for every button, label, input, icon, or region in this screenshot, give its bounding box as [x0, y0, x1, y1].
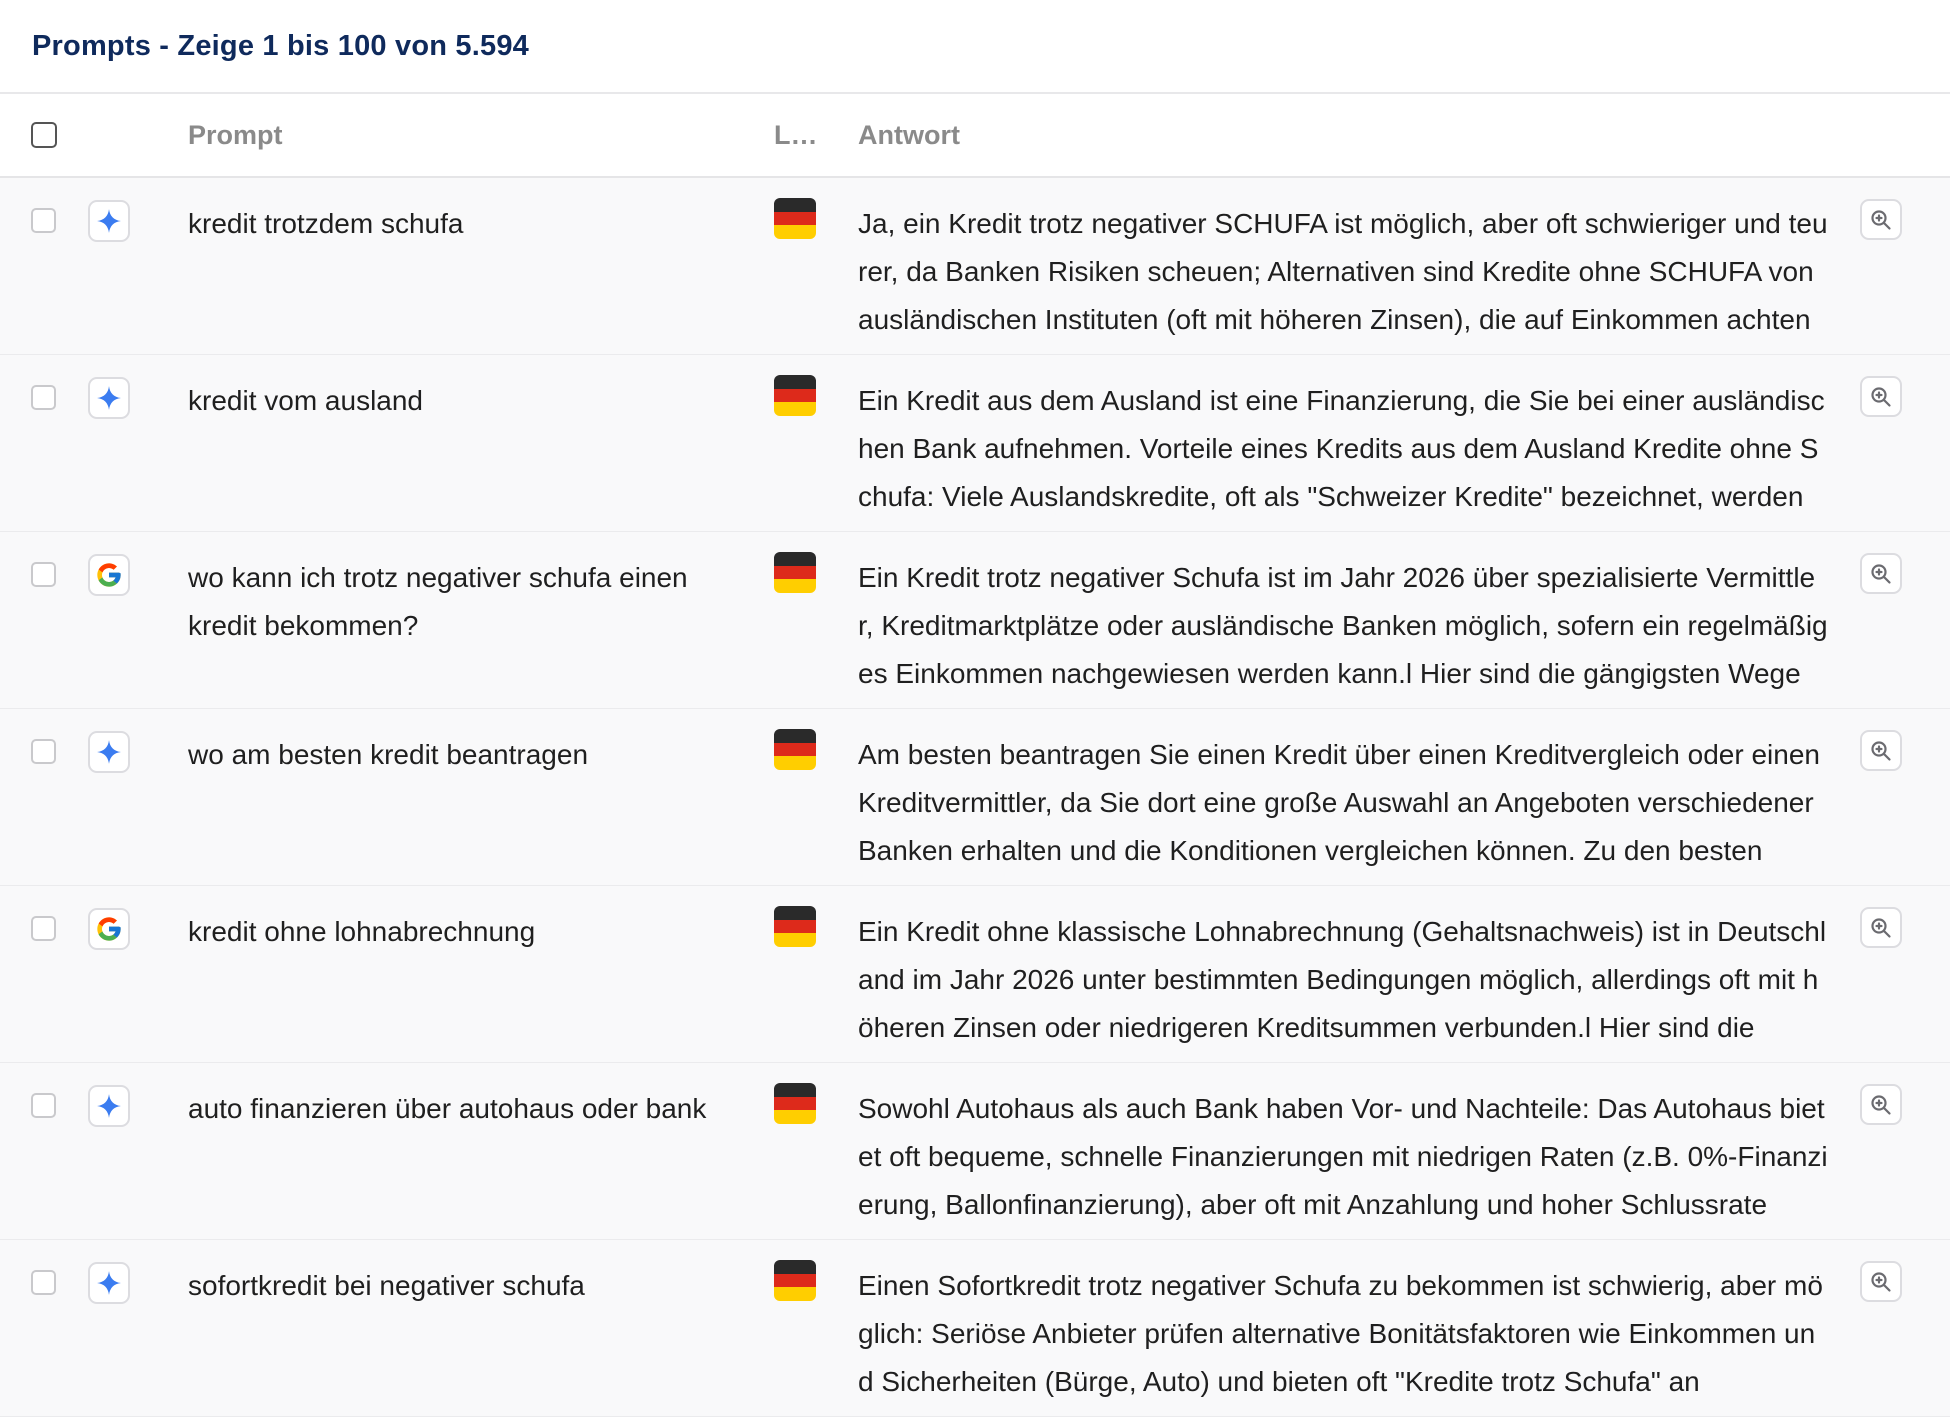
prompt-text: wo am besten kredit beantragen	[188, 739, 589, 770]
answer-text: Einen Sofortkredit trotz negativer Schufa zu bekommen ist schwierig, aber möglich: Seriöse Anbieter prüfen alternative Bonitätsfaktoren wie Einkommen und Sicherheiten (Bürge, Auto) und bieten oft "Kredite trotz Schufa" an	[858, 1270, 1823, 1397]
column-header-answer[interactable]: Antwort	[858, 119, 960, 150]
prompt-text: sofortkredit bei negativer schufa	[188, 1270, 585, 1301]
zoom-in-icon[interactable]	[1860, 907, 1902, 948]
prompt-text: auto finanzieren über autohaus oder bank	[188, 1093, 707, 1124]
de-flag-icon	[774, 1083, 816, 1124]
table-row[interactable]	[0, 355, 1950, 532]
column-header-language[interactable]: L…	[774, 119, 818, 150]
zoom-in-icon[interactable]	[1860, 376, 1902, 417]
select-all-cell	[0, 122, 88, 148]
row-checkbox[interactable]	[31, 1093, 56, 1118]
table-row[interactable]	[0, 709, 1950, 886]
row-checkbox[interactable]	[31, 562, 56, 587]
prompt-text: wo kann ich trotz negativer schufa einen kredit bekommen?	[188, 562, 688, 641]
answer-text: Ein Kredit ohne klassische Lohnabrechnung (Gehaltsnachweis) ist in Deutschland im Jahr 2026 unter bestimmten Bedingungen möglich, allerdings oft mit höheren Zinsen oder niedrigeren Kreditsummen verbunden.l Hier sind die	[858, 916, 1827, 1043]
de-flag-icon	[774, 375, 816, 416]
answer-text: Sowohl Autohaus als auch Bank haben Vor- und Nachteile: Das Autohaus bietet oft bequeme, schnelle Finanzierungen mit niedrigen Raten (z.B. 0%-Finanzierung, Ballonfinanzierung), aber oft mit Anzahlung und hoher Schlussrate	[858, 1093, 1828, 1220]
table-header	[0, 94, 1950, 178]
zoom-in-icon[interactable]	[1860, 1084, 1902, 1125]
de-flag-icon	[774, 198, 816, 239]
de-flag-icon	[774, 1260, 816, 1301]
answer-text: Am besten beantragen Sie einen Kredit über einen Kreditvergleich oder einen Kreditvermittler, da Sie dort eine große Auswahl an Angeboten verschiedener Banken erhalten und die Konditionen vergleichen können. Zu den besten	[858, 739, 1820, 866]
table-row[interactable]	[0, 886, 1950, 1063]
answer-text: Ja, ein Kredit trotz negativer SCHUFA ist möglich, aber oft schwieriger und teurer, da Banken Risiken scheuen; Alternativen sind Kredite ohne SCHUFA von ausländischen Instituten (oft mit höheren Zinsen), die auf Einkommen achten	[858, 208, 1828, 335]
zoom-in-icon[interactable]	[1860, 199, 1902, 240]
gemini-icon	[88, 377, 130, 419]
panel-header	[0, 0, 1950, 94]
zoom-in-icon[interactable]	[1860, 1261, 1902, 1302]
zoom-in-icon[interactable]	[1860, 730, 1902, 771]
google-icon	[88, 554, 130, 596]
zoom-in-icon[interactable]	[1860, 553, 1902, 594]
google-icon	[88, 908, 130, 950]
gemini-icon	[88, 200, 130, 242]
gemini-icon	[88, 731, 130, 773]
table-row[interactable]	[0, 1240, 1950, 1417]
table-body	[0, 178, 1950, 1417]
de-flag-icon	[774, 729, 816, 770]
row-checkbox[interactable]	[31, 208, 56, 233]
answer-text: Ein Kredit trotz negativer Schufa ist im Jahr 2026 über spezialisierte Vermittler, Kreditmarktplätze oder ausländische Banken möglich, sofern ein regelmäßiges Einkommen nachgewiesen werden kann.l Hier sind die gängigsten Wege	[858, 562, 1828, 689]
de-flag-icon	[774, 552, 816, 593]
table-row[interactable]	[0, 178, 1950, 355]
row-checkbox[interactable]	[31, 385, 56, 410]
answer-text: Ein Kredit aus dem Ausland ist eine Finanzierung, die Sie bei einer ausländischen Bank aufnehmen. Vorteile eines Kredits aus dem Ausland Kredite ohne Schufa: Viele Auslandskredite, oft als "Schweizer Kredite" bezeichnet, werden	[858, 385, 1825, 512]
gemini-icon	[88, 1262, 130, 1304]
de-flag-icon	[774, 906, 816, 947]
table-row[interactable]	[0, 532, 1950, 709]
gemini-icon	[88, 1085, 130, 1127]
prompt-text: kredit trotzdem schufa	[188, 208, 464, 239]
row-checkbox[interactable]	[31, 1270, 56, 1295]
column-header-prompt[interactable]: Prompt	[188, 119, 283, 150]
page-title: Prompts - Zeige 1 bis 100 von 5.594	[32, 29, 529, 62]
table-row[interactable]	[0, 1063, 1950, 1240]
row-checkbox[interactable]	[31, 916, 56, 941]
row-checkbox[interactable]	[31, 739, 56, 764]
select-all-checkbox[interactable]	[31, 122, 57, 148]
prompt-text: kredit ohne lohnabrechnung	[188, 916, 536, 947]
prompt-text: kredit vom ausland	[188, 385, 424, 416]
